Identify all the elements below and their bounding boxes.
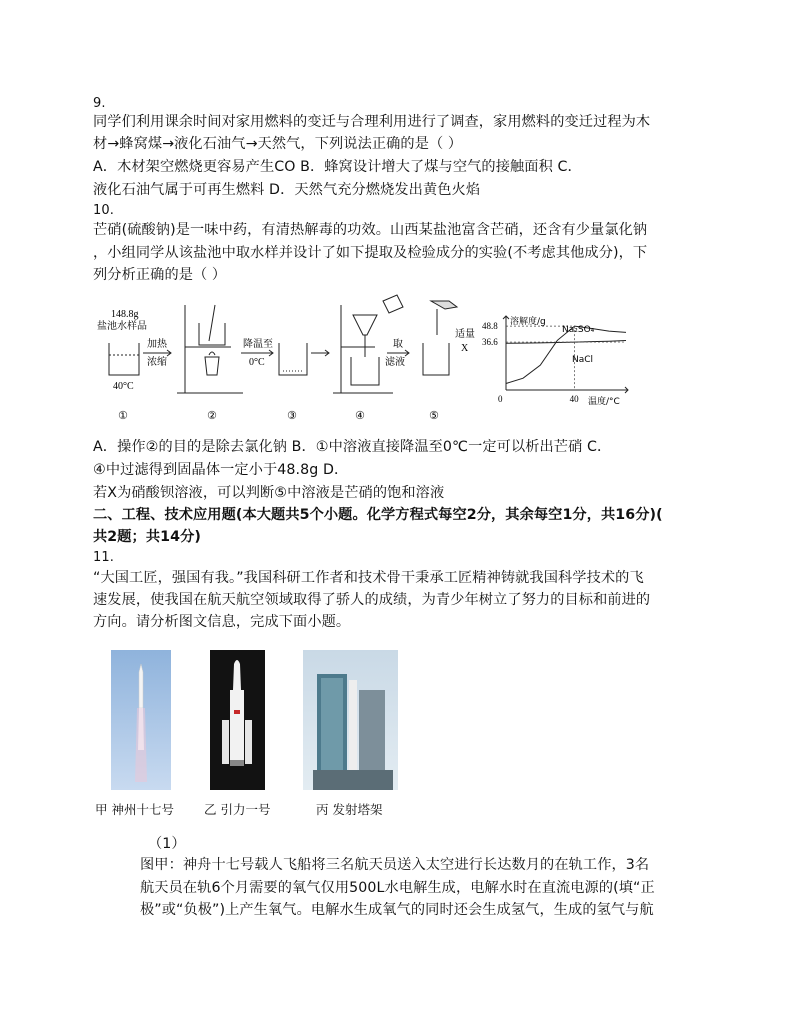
step1-label-a: 加热 xyxy=(147,339,167,350)
photo-yinli-1 xyxy=(210,650,265,790)
legend-na2so4: Na₂SO₄ xyxy=(562,325,595,335)
section2-title-line-1: 二、工程、技术应用题(本大题共5个小题。化学方程式每空2分，其余每空1分，共16分)( xyxy=(93,507,663,523)
temp1-label: 40°C xyxy=(113,381,134,392)
step-number-4: ④ xyxy=(355,409,365,422)
q10-options-line-2: ④中过滤得到固晶体一定小于48.8g D． xyxy=(93,462,349,478)
q11-sub1-line-1: 图甲：神舟十七号载人飞船将三名航天员送入太空进行长达数月的在轨工作，3名 xyxy=(140,857,650,873)
step-number-3: ③ xyxy=(287,409,297,422)
x-tick-40: 40 xyxy=(569,394,579,404)
step2-label-a: 降温至 xyxy=(243,339,273,350)
q9-stem-line-1: 同学们利用课余时间对家用燃料的变迁与合理利用进行了调查，家用燃料的变迁过程为木 xyxy=(93,114,651,130)
step1-label-b: 浓缩 xyxy=(147,357,167,368)
photo-shenzhou-17 xyxy=(111,650,171,790)
q11-stem-line-1: “大国工匠，强国有我。”我国科研工作者和技术骨干秉承工匠精神铸就我国科学技术的飞 xyxy=(93,570,644,586)
q9-options-line-1: A．木材架空燃烧更容易产生CO B．蜂窝设计增大了煤与空气的接触面积 C． xyxy=(93,159,582,175)
step-number-2: ② xyxy=(207,409,217,422)
q11-sub1-number: （1） xyxy=(148,836,186,852)
q9-options-line-2: 液化石油气属于可再生燃料 D．天然气充分燃烧发出黄色火焰 xyxy=(93,182,481,198)
photo-launch-tower xyxy=(303,650,398,790)
step5-label-b: X xyxy=(461,343,469,354)
q11-sub1-line-3: 极”或“负极”)上产生氧气。电解水生成氧气的同时还会生成氢气，生成的氢气与航 xyxy=(140,902,654,918)
step5-label-a: 适量 xyxy=(455,329,475,340)
q11-stem-line-2: 速发展，使我国在航天航空领域取得了骄人的成绩，为青少年树立了努力的目标和前进的 xyxy=(93,592,651,608)
q9-number: 9. xyxy=(93,96,106,111)
step4-label-b: 滤液 xyxy=(385,357,405,368)
q10-number: 10. xyxy=(93,203,114,218)
q11-stem-line-3: 方向。请分析图文信息，完成下面小题。 xyxy=(93,614,351,630)
caption-yi: 乙 引力一号 xyxy=(204,802,271,817)
y-tick-48-8: 48.8 xyxy=(482,321,498,332)
caption-bing: 丙 发射塔架 xyxy=(316,802,383,817)
step2-label-b: 0°C xyxy=(249,357,265,368)
section2-title-line-2: 共2题；共14分) xyxy=(93,529,201,545)
x-tick-0: 0 xyxy=(498,394,503,404)
sample-mass: 148.8g xyxy=(111,309,139,320)
x-axis-label: 温度/°C xyxy=(588,397,620,407)
q10-stem-line-2: ，小组同学从该盐池中取水样并设计了如下提取及检验成分的实验(不考虑其他成分)，下 xyxy=(93,245,648,261)
q10-stem-line-3: 列分析正确的是（ ） xyxy=(93,267,227,283)
q11-number: 11. xyxy=(93,550,114,565)
step4-label-a: 取 xyxy=(393,339,403,350)
legend-nacl: NaCl xyxy=(572,355,594,365)
sample-name: 盐池水样品 xyxy=(97,321,147,332)
q10-stem-line-1: 芒硝(硫酸钠)是一味中药，有清热解毒的功效。山西某盐池富含芒硝，还含有少量氯化钠 xyxy=(93,222,648,238)
q11-sub1-line-2: 航天员在轨6个月需要的氧气仅用500L水电解生成，电解水时在直流电源的(填“正 xyxy=(140,880,655,896)
q10-options-line-3: 若X为硝酸钡溶液，可以判断⑤中溶液是芒硝的饱和溶液 xyxy=(93,485,445,501)
y-axis-label: 溶解度/g xyxy=(510,317,546,327)
solubility-chart xyxy=(482,312,633,407)
experiment-diagram xyxy=(93,295,493,425)
q9-stem-line-2: 材→蜂窝煤→液化石油气→天然气，下列说法正确的是（ ） xyxy=(93,136,463,152)
y-tick-36-6: 36.6 xyxy=(482,337,498,348)
step-number-1: ① xyxy=(118,409,128,422)
step-number-5: ⑤ xyxy=(429,409,439,422)
caption-jia: 甲 神州十七号 xyxy=(95,802,174,817)
q10-options-line-1: A．操作②的目的是除去氯化钠 B．①中溶液直接降温至0℃一定可以析出芒硝 C． xyxy=(93,439,612,455)
